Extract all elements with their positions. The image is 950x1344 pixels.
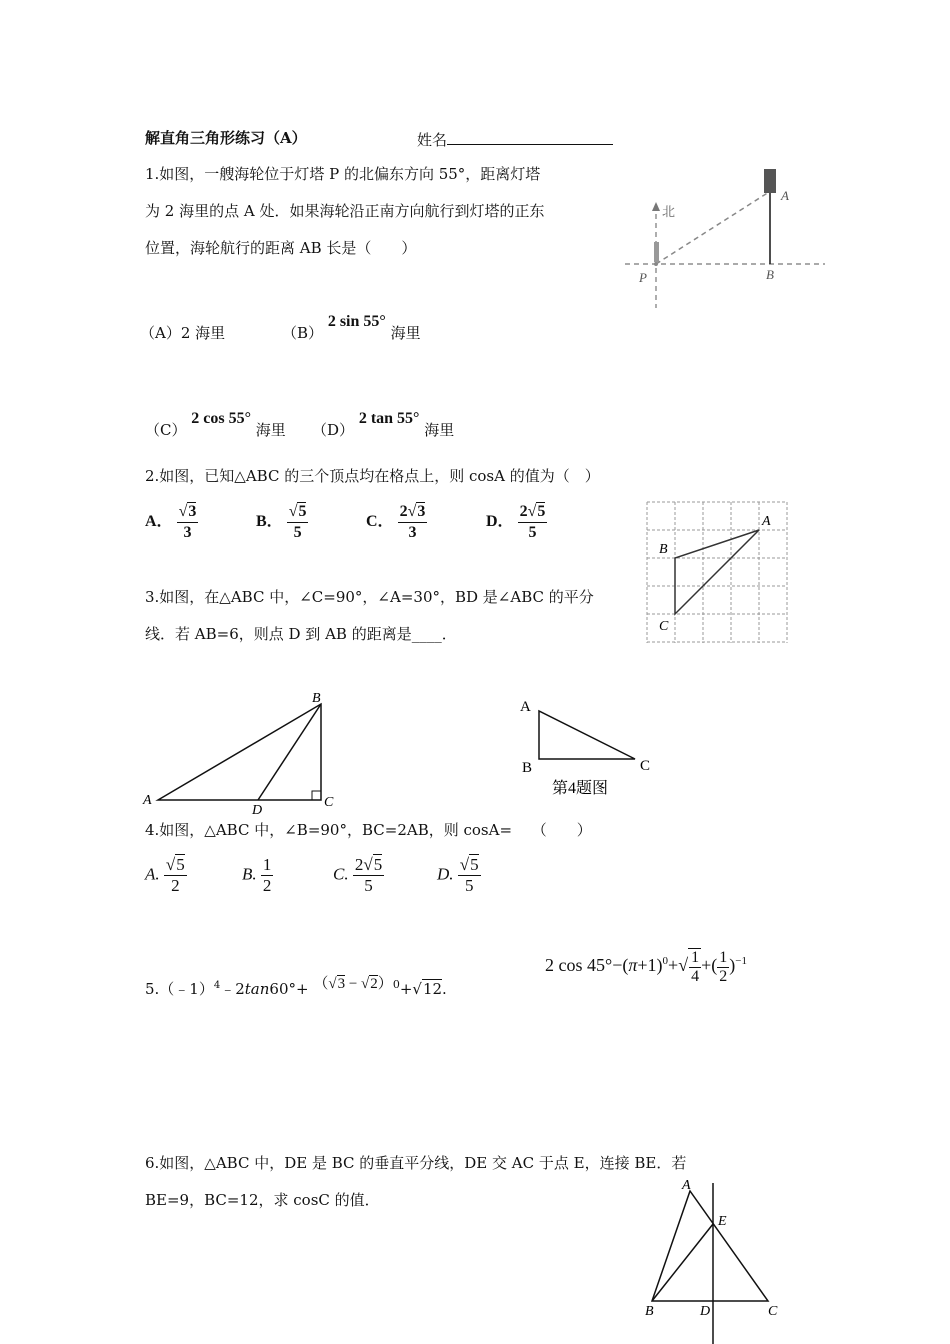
q3-figure <box>140 688 345 818</box>
svg-text:A: A <box>762 514 771 529</box>
svg-text:E: E <box>718 1214 727 1229</box>
svg-text:C: C <box>640 758 651 774</box>
name-label: 姓名 <box>417 128 613 150</box>
q4-option-b[interactable]: B. $\frac{1}{2}$ <box>242 855 272 895</box>
svg-text:B: B <box>766 267 774 282</box>
name-blank[interactable] <box>447 128 613 145</box>
q1-line1: 1.如图，一艘海轮位于灯塔 P 的北偏东方向 55°，距离灯塔 <box>145 165 541 183</box>
q4-stem: 4.如图，△ABC 中，∠B=90°，BC=2AB，则 cosA= （ ） <box>145 821 592 839</box>
q6-figure <box>640 1175 790 1344</box>
svg-text:C: C <box>324 795 334 810</box>
svg-text:A: A <box>682 1178 691 1193</box>
svg-text:A: A <box>143 793 152 808</box>
svg-text:D: D <box>700 1304 711 1319</box>
lighthouse-icon <box>654 242 659 262</box>
north-label: 北 <box>662 204 676 219</box>
svg-text:B: B <box>522 760 533 776</box>
ship-icon <box>764 169 776 193</box>
q2-option-d[interactable]: D． $\frac{2√5}{5}$ <box>486 503 546 541</box>
q4-option-a[interactable]: A. $\frac{√5}{2}$ <box>145 855 185 895</box>
q5-expression-left: 5.（﹣1）$^4$﹣2tan60°+ $(√3 - √2)^0+√12$. <box>145 976 447 998</box>
q3-line1: 3.如图，在△ABC 中，∠C=90°，∠A=30°，BD 是∠ABC 的平分 <box>145 588 594 606</box>
q4-option-c[interactable]: C. $\frac{2√5}{5}$ <box>333 855 383 895</box>
q2-option-a[interactable]: A． $\frac{√3}{3}$ <box>145 503 197 541</box>
q1-option-b[interactable]: （B） 2 sin 55° 海里 <box>282 313 421 342</box>
svg-text:A: A <box>520 699 531 715</box>
q1-line2: 为 2 海里的点 A 处．如果海轮沿正南方向航行到灯塔的正东 <box>145 202 545 220</box>
q6-line2: BE=9，BC=12，求 cosC 的值． <box>145 1191 380 1209</box>
q2-option-c[interactable]: C． $\frac{2√3}{3}$ <box>366 503 426 541</box>
q4-figure-caption: 第4题图 <box>552 780 609 797</box>
svg-text:B: B <box>659 542 668 557</box>
svg-text:P: P <box>639 270 647 285</box>
q6-line1: 6.如图，△ABC 中，DE 是 BC 的垂直平分线，DE 交 AC 于点 E，连接 BE．若 <box>145 1154 687 1172</box>
q2-grid-figure <box>645 500 790 645</box>
q4-figure <box>515 695 660 800</box>
svg-text:B: B <box>312 691 321 706</box>
svg-text:D: D <box>252 803 263 818</box>
q1-option-a[interactable]: （A）2 海里 <box>140 324 226 342</box>
q1-line3: 位置，海轮航行的距离 AB 长是（ ） <box>145 239 417 257</box>
q1-option-d[interactable]: （D） 2 tan 55° 海里 <box>312 410 455 439</box>
q1-option-c[interactable]: （C） 2 cos 55° 海里 <box>145 410 286 439</box>
svg-text:C: C <box>768 1304 778 1319</box>
q2-stem: 2.如图，已知△ABC 的三个顶点均在格点上，则 cosA 的值为（ ） <box>145 467 600 485</box>
q1-figure <box>615 160 830 310</box>
q2-option-b[interactable]: B． $\frac{√5}{5}$ <box>256 503 307 541</box>
q5-expression-right: 2 $\cos 45^\circ-(\pi+1)^0+√$ $\frac{1}{4}$ +( $\frac{1}{2}$ )$^{-1}$ <box>545 948 747 985</box>
svg-text:C: C <box>659 619 669 634</box>
svg-text:A: A <box>781 188 789 203</box>
svg-text:B: B <box>645 1304 654 1319</box>
worksheet-title: 解直角三角形练习（A） <box>145 129 307 147</box>
q3-line2: 线．若 AB=6，则点 D 到 AB 的距离是____． <box>145 625 457 643</box>
q4-option-d[interactable]: D. $\frac{√5}{5}$ <box>437 855 479 895</box>
